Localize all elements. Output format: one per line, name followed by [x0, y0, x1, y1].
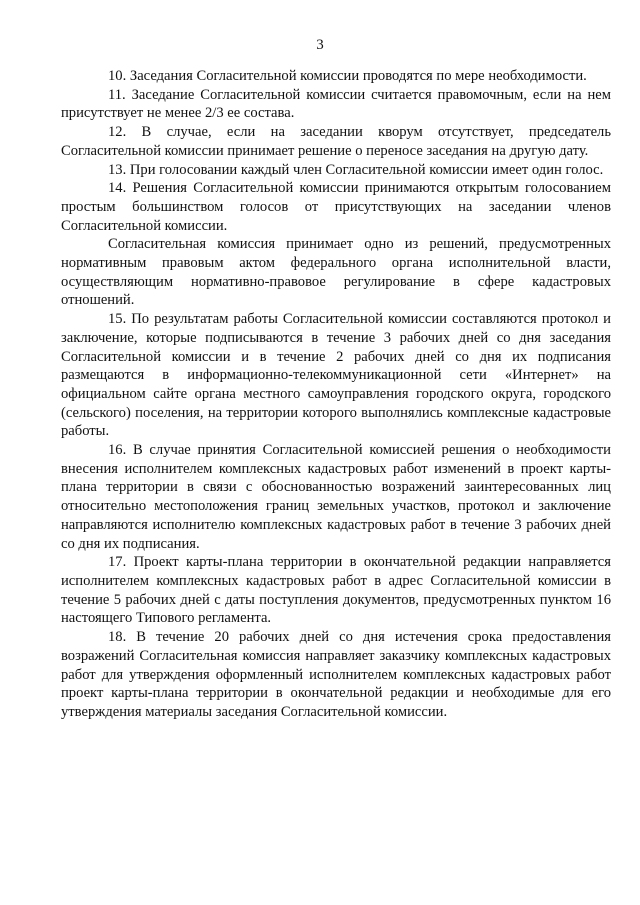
paragraph-15: 15. По результатам работы Согласительной комиссии составляются протокол и заключение, которые подписываются в течение 3 рабочих дней со дня заседания Согласительной комиссии и в течение 2 рабочих дней со дня их подписания размещаются в информационно-телекоммуникационной сети «Интернет» на официальном сайте органа местного самоуправления городского округа, городского (сельского) поселения, на территории которого выполнялись комплексные кадастровые работы.	[61, 311, 611, 440]
paragraph-10: 10. Заседания Согласительной комиссии проводятся по мере необходимости.	[108, 68, 587, 84]
document-body	[61, 67, 611, 722]
paragraph-14: 14. Решения Согласительной комиссии принимаются открытым голосованием простым большинством голосов от присутствующих на заседании членов Согласительной комиссии.	[61, 180, 611, 234]
page-number: 3	[316, 37, 324, 53]
paragraph-14-continuation: Согласительная комиссия принимает одно из решений, предусмотренных нормативным правовым актом федерального органа исполнительной власти, осуществляющим нормативно-правовое регулирование в сфере кадастровых отношений.	[61, 236, 611, 309]
paragraph-11: 11. Заседание Согласительной комиссии считается правомочным, если на нем присутствует не менее 2/3 ее состава.	[61, 86, 611, 122]
paragraph-13: 13. При голосовании каждый член Согласительной комиссии имеет один голос.	[108, 161, 604, 178]
paragraph-12: 12. В случае, если на заседании кворум отсутствует, председатель Согласительной комиссии принимает решение о переносе заседания на другую дату.	[61, 124, 611, 159]
paragraph-18: 18. В течение 20 рабочих дней со дня истечения срока предоставления возражений Согласительная комиссия направляет заказчику комплексных кадастровых работ для утверждения оформленный исполнителем комплексных кадастровых работ проект карты-плана территории в окончательной редакции и необходимые для его утверждения материалы заседания Согласительной комиссии.	[61, 629, 611, 720]
paragraph-17: 17. Проект карты-плана территории в окончательной редакции направляется исполнителем комплексных кадастровых работ в адрес Согласительной комиссии в течение 5 рабочих дней с даты поступления документов, предусмотренных пунктом 16 настоящего Типового регламента.	[61, 554, 611, 627]
paragraph-16: 16. В случае принятия Согласительной комиссией решения о необходимости внесения исполнителем комплексных кадастровых работ изменений в проект карты-плана территории в связи с обоснованностью возражений заинтересованных лиц относительно местоположения границ земельных участков, протокол и заключение направляются исполнителю комплексных кадастровых работ в течение 3 рабочих дней со дня их подписания.	[61, 442, 611, 552]
